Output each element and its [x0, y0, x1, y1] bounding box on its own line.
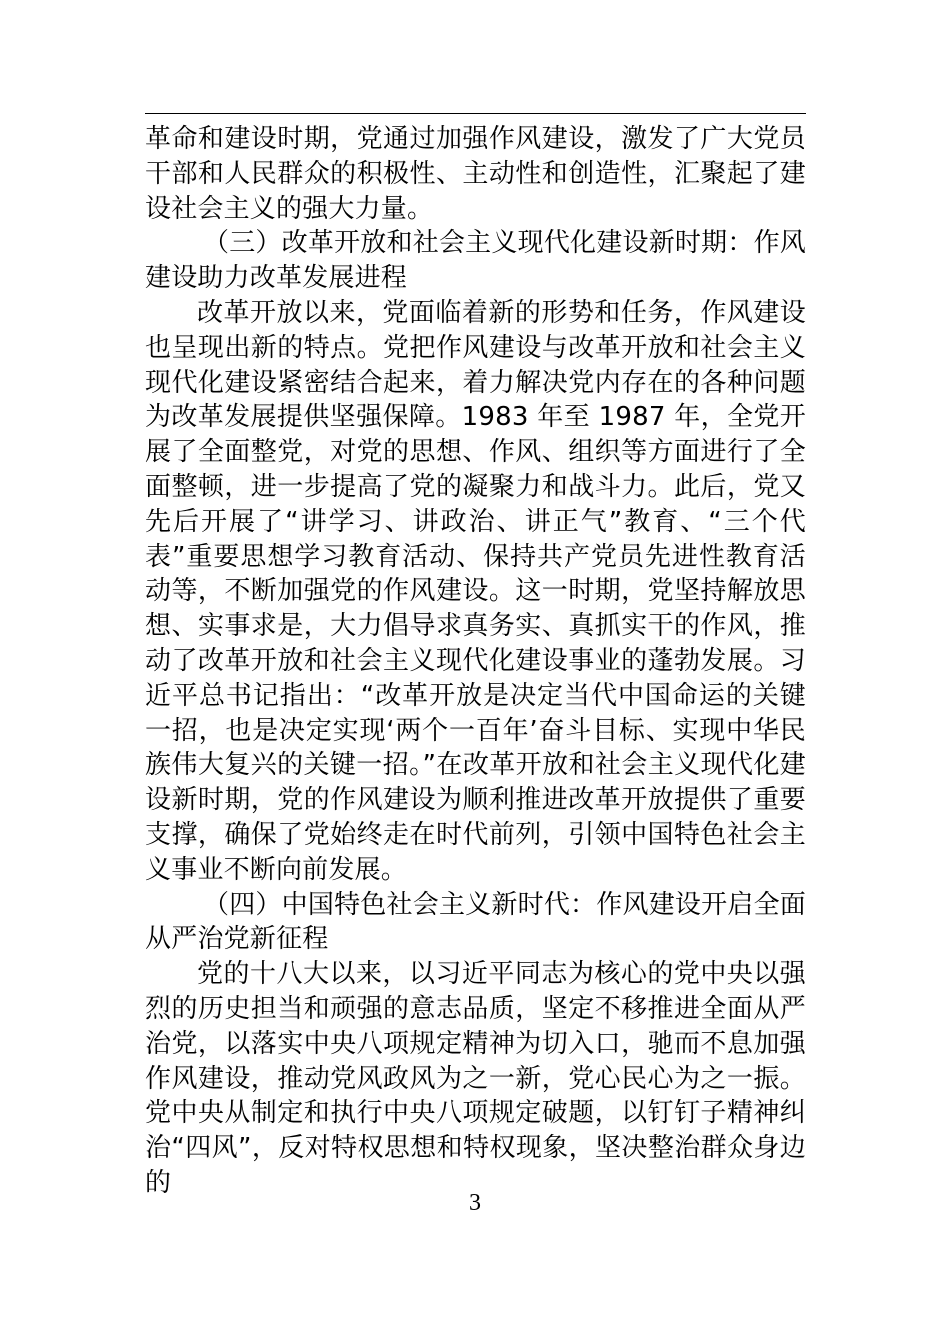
paragraph-continuation: 革命和建设时期，党通过加强作风建设，激发了广大党员干部和人民群众的积极性、主动性和创造性，汇聚起了建设社会主义的强大力量。: [145, 124, 806, 224]
section-heading-four: （四）中国特色社会主义新时代：作风建设开启全面从严治党新征程: [145, 889, 806, 955]
paragraph-new-era: 党的十八大以来，以习近平同志为核心的党中央以强烈的历史担当和顽强的意志品质，坚定不移推进全面从严治党，以落实中央八项规定精神为切入口，驰而不息加强作风建设，推动党风政风为之一新，党心民心为之一振。党中央从制定和执行中央八项规定破题，以钉钉子精神纠治“四风”，反对特权思想和特权现象，坚决整治群众身边的: [145, 959, 806, 1198]
page-body: [145, 122, 806, 1201]
page-number: 3: [469, 1190, 481, 1216]
section-heading-three: （三）改革开放和社会主义现代化建设新时期：作风建设助力改革发展进程: [145, 228, 806, 294]
header-rule: [145, 113, 806, 114]
paragraph-reform-era: 改革开放以来，党面临着新的形势和任务，作风建设也呈现出新的特点。党把作风建设与改革开放和社会主义现代化建设紧密结合起来，着力解决党内存在的各种问题为改革发展提供坚强保障。1983 年至 1987 年，全党开展了全面整党，对党的思想、作风、组织等方面进行了全面整顿，进一步提高了党的凝聚力和战斗力。此后，党又先后开展了“讲学习、讲政治、讲正气”教育、“三个代表”重要思想学习教育活动、保持共产党员先进性教育活动等，不断加强党的作风建设。这一时期，党坚持解放思想、实事求是，大力倡导求真务实、真抓实干的作风，推动了改革开放和社会主义现代化建设事业的蓬勃发展。习近平总书记指出：“改革开放是决定当代中国命运的关键一招，也是决定实现‘两个一百年’奋斗目标、实现中华民族伟大复兴的关键一招。”在改革开放和社会主义现代化建设新时期，党的作风建设为顺利推进改革开放提供了重要支撑，确保了党始终走在时代前列，引领中国特色社会主义事业不断向前发展。: [145, 297, 806, 885]
